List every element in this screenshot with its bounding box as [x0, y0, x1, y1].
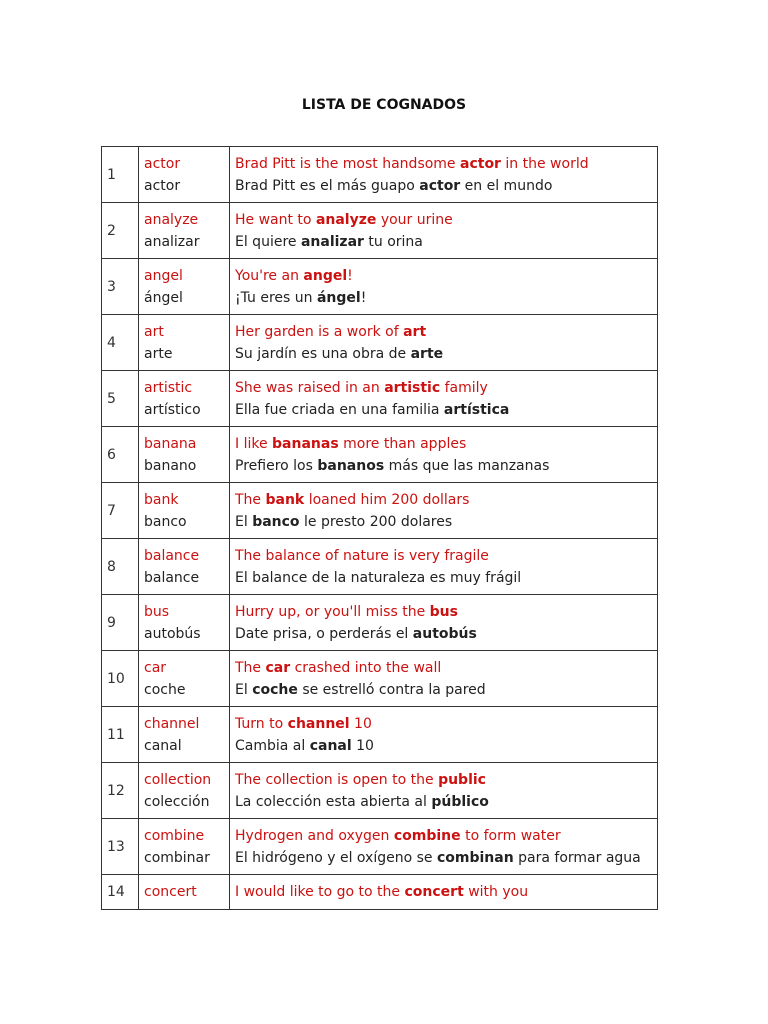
table-row: [102, 875, 658, 910]
spanish-sentence-post: 10: [351, 737, 374, 754]
english-word: collection: [144, 771, 212, 788]
english-sentence-post: crashed into the wall: [290, 659, 442, 676]
spanish-sentence-highlight: canal: [309, 737, 352, 754]
row-number: 13: [102, 819, 139, 875]
english-sentence-highlight: angel: [303, 267, 348, 284]
spanish-sentence: [235, 231, 657, 253]
sentence-cell: [230, 595, 658, 651]
row-number: 7: [102, 483, 139, 539]
spanish-sentence-highlight: actor: [419, 177, 461, 194]
english-sentence: [235, 321, 657, 343]
spanish-sentence: [235, 511, 657, 533]
spanish-sentence-pre: La colección esta abierta al: [235, 793, 432, 810]
word-cell: [139, 651, 230, 707]
english-sentence-pre: The: [235, 659, 266, 676]
spanish-sentence: [235, 679, 657, 701]
spanish-sentence-post: más que las manzanas: [384, 457, 550, 474]
table-row: [102, 315, 658, 371]
spanish-sentence-post: le presto 200 dolares: [299, 513, 453, 530]
table-row: [102, 819, 658, 875]
spanish-sentence: [235, 791, 657, 813]
english-sentence-highlight: artistic: [384, 379, 441, 396]
english-sentence-post: loaned him 200 dollars: [304, 491, 470, 508]
spanish-sentence-post: tu orina: [363, 233, 423, 250]
english-sentence-post: !: [347, 267, 353, 284]
spanish-sentence-post: se estrelló contra la pared: [297, 681, 486, 698]
word-cell: [139, 371, 230, 427]
sentence-cell: [230, 427, 658, 483]
spanish-word: analizar: [144, 233, 200, 250]
table-row: [102, 651, 658, 707]
spanish-word: banano: [144, 457, 197, 474]
table-row: [102, 371, 658, 427]
table-row: [102, 427, 658, 483]
english-word: bus: [144, 603, 170, 620]
english-sentence-highlight: public: [438, 771, 486, 788]
spanish-sentence-pre: Brad Pitt es el más guapo: [235, 177, 420, 194]
cognates-table-body: [102, 147, 658, 910]
table-row: [102, 763, 658, 819]
word-cell: [139, 539, 230, 595]
word-cell: [139, 595, 230, 651]
spanish-sentence: [235, 287, 657, 309]
spanish-sentence-highlight: combinan: [436, 849, 514, 866]
spanish-sentence-pre: El quiere: [235, 233, 301, 250]
row-number: 12: [102, 763, 139, 819]
row-number: 10: [102, 651, 139, 707]
english-sentence-pre: Turn to: [235, 715, 288, 732]
spanish-word: canal: [144, 737, 182, 754]
row-number: 5: [102, 371, 139, 427]
english-word: channel: [144, 715, 200, 732]
spanish-sentence-pre: El hidrógeno y el oxígeno se: [235, 849, 437, 866]
word-cell: [139, 147, 230, 203]
english-sentence-pre: I like: [235, 435, 273, 452]
sentence-cell: [230, 707, 658, 763]
spanish-word: autobús: [144, 625, 201, 642]
english-sentence: [235, 657, 657, 679]
spanish-sentence: [235, 175, 657, 197]
english-sentence: [235, 153, 657, 175]
word-cell: [139, 819, 230, 875]
sentence-cell: [230, 483, 658, 539]
page-title: LISTA DE COGNADOS: [301, 97, 467, 113]
spanish-sentence-pre: Cambia al: [235, 737, 310, 754]
table-row: [102, 595, 658, 651]
spanish-sentence: [235, 735, 657, 757]
spanish-sentence: [235, 455, 657, 477]
spanish-word: arte: [144, 345, 173, 362]
spanish-sentence-pre: El: [235, 513, 253, 530]
spanish-sentence-post: !: [360, 289, 367, 306]
spanish-sentence-highlight: autobús: [412, 625, 477, 642]
row-number: 11: [102, 707, 139, 763]
english-word: banana: [144, 435, 197, 452]
word-cell: [139, 483, 230, 539]
english-sentence-pre: Brad Pitt is the most handsome: [235, 155, 460, 172]
english-sentence-post: more than apples: [338, 435, 467, 452]
english-word: balance: [144, 547, 200, 564]
english-sentence: [235, 489, 657, 511]
sentence-cell: [230, 315, 658, 371]
word-cell: [139, 707, 230, 763]
spanish-word: artístico: [144, 401, 201, 418]
sentence-cell: [230, 819, 658, 875]
english-sentence-pre: Hydrogen and oxygen: [235, 827, 394, 844]
sentence-cell: [230, 147, 658, 203]
spanish-word: colección: [144, 793, 210, 810]
word-cell: [139, 763, 230, 819]
english-word: actor: [144, 155, 181, 172]
sentence-cell: [230, 875, 658, 910]
english-word: concert: [144, 884, 197, 900]
row-number: 14: [102, 875, 139, 910]
sentence-cell: [230, 203, 658, 259]
english-sentence-pre: The collection is open to the: [235, 771, 439, 788]
spanish-word: ángel: [144, 289, 183, 306]
english-word: car: [144, 659, 167, 676]
sentence-cell: [230, 763, 658, 819]
english-sentence-post: your urine: [376, 211, 453, 228]
english-sentence-pre: Hurry up, or you'll miss the: [235, 603, 430, 620]
english-sentence: [235, 265, 657, 287]
spanish-sentence: [235, 623, 657, 645]
spanish-word: actor: [144, 177, 181, 194]
english-sentence-highlight: concert: [404, 884, 464, 900]
english-sentence-post: 10: [349, 715, 372, 732]
spanish-sentence-highlight: artística: [443, 401, 510, 418]
sentence-cell: [230, 539, 658, 595]
spanish-sentence-pre: Su jardín es una obra de: [235, 345, 411, 362]
english-word: analyze: [144, 211, 199, 228]
spanish-word: balance: [144, 569, 200, 586]
spanish-sentence: [235, 847, 657, 869]
english-sentence-pre: I would like to go to the: [235, 884, 405, 900]
english-sentence-highlight: channel: [287, 715, 350, 732]
english-sentence: [235, 881, 657, 903]
english-sentence-post: to form water: [460, 827, 561, 844]
table-row: [102, 707, 658, 763]
spanish-sentence: [235, 343, 657, 365]
spanish-sentence-post: en el mundo: [460, 177, 553, 194]
english-sentence: [235, 601, 657, 623]
english-word: bank: [144, 491, 179, 508]
row-number: 6: [102, 427, 139, 483]
spanish-word: banco: [144, 513, 187, 530]
word-cell: [139, 259, 230, 315]
spanish-sentence-highlight: público: [431, 793, 489, 810]
english-word: angel: [144, 267, 183, 284]
spanish-sentence-pre: El balance de la naturaleza es muy frágil: [235, 569, 522, 586]
spanish-sentence-highlight: bananos: [317, 457, 385, 474]
english-sentence-post: with you: [463, 884, 529, 900]
row-number: 2: [102, 203, 139, 259]
english-word: art: [144, 323, 164, 340]
word-cell: [139, 315, 230, 371]
english-sentence: [235, 713, 657, 735]
spanish-sentence-pre: El: [235, 681, 253, 698]
sentence-cell: [230, 259, 658, 315]
english-sentence-highlight: car: [265, 659, 291, 676]
cognates-table: [101, 146, 658, 910]
spanish-sentence: [235, 567, 657, 589]
english-sentence-pre: The: [235, 491, 266, 508]
english-sentence-highlight: actor: [460, 155, 501, 172]
english-sentence-highlight: bank: [265, 491, 305, 508]
english-sentence: [235, 209, 657, 231]
sentence-cell: [230, 651, 658, 707]
english-word: artistic: [144, 379, 193, 396]
spanish-sentence-pre: Ella fue criada en una familia: [235, 401, 444, 418]
english-sentence-post: in the world: [500, 155, 589, 172]
row-number: 1: [102, 147, 139, 203]
english-sentence-pre: The balance of nature is very fragile: [235, 547, 489, 564]
word-cell: [139, 427, 230, 483]
row-number: 3: [102, 259, 139, 315]
english-sentence: [235, 377, 657, 399]
english-sentence-pre: She was raised in an: [235, 379, 385, 396]
spanish-sentence-post: para formar agua: [513, 849, 641, 866]
spanish-sentence-highlight: banco: [252, 513, 300, 530]
english-sentence-pre: You're an: [235, 267, 304, 284]
table-row: [102, 539, 658, 595]
sentence-cell: [230, 371, 658, 427]
english-sentence: [235, 825, 657, 847]
spanish-word: coche: [144, 681, 186, 698]
english-sentence-pre: He want to: [235, 211, 316, 228]
table-row: [102, 483, 658, 539]
row-number: 4: [102, 315, 139, 371]
english-sentence: [235, 433, 657, 455]
table-row: [102, 147, 658, 203]
row-number: 8: [102, 539, 139, 595]
spanish-sentence-highlight: analizar: [300, 233, 364, 250]
spanish-sentence-highlight: coche: [252, 681, 298, 698]
table-row: [102, 203, 658, 259]
table-row: [102, 259, 658, 315]
english-sentence: [235, 545, 657, 567]
spanish-sentence: [235, 399, 657, 421]
english-sentence-highlight: art: [403, 323, 427, 340]
row-number: 9: [102, 595, 139, 651]
spanish-sentence-pre: ¡Tu eres un: [235, 289, 317, 306]
spanish-word: combinar: [144, 849, 210, 866]
english-sentence-highlight: combine: [393, 827, 461, 844]
word-cell: [139, 203, 230, 259]
spanish-sentence-highlight: arte: [410, 345, 444, 362]
spanish-sentence-pre: Date prisa, o perderás el: [235, 625, 413, 642]
spanish-sentence-pre: Prefiero los: [235, 457, 318, 474]
spanish-sentence-highlight: ángel: [316, 289, 361, 306]
english-sentence: [235, 769, 657, 791]
word-cell: [139, 875, 230, 910]
english-sentence-highlight: analyze: [315, 211, 377, 228]
english-sentence-highlight: bus: [429, 603, 458, 620]
english-sentence-pre: Her garden is a work of: [235, 323, 404, 340]
english-sentence-post: family: [440, 379, 488, 396]
english-sentence-highlight: bananas: [272, 435, 339, 452]
english-word: combine: [144, 827, 205, 844]
